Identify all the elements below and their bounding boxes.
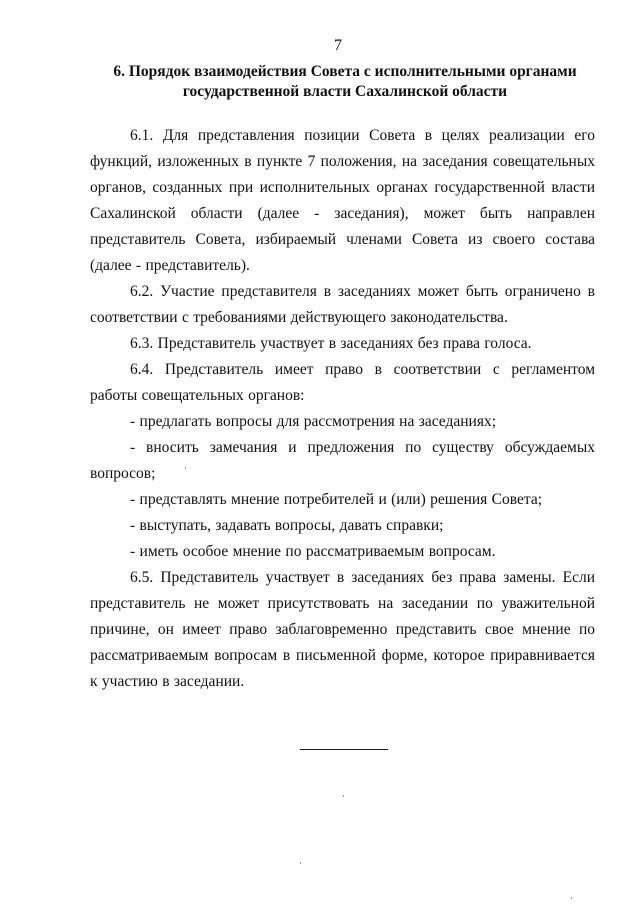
scan-speck — [185, 467, 186, 469]
page-number: 7 — [334, 37, 342, 54]
section-heading — [90, 62, 600, 102]
list-item-propose: - предлагать вопросы для рассмотрения на заседаниях; — [130, 413, 497, 430]
scan-speck — [300, 862, 301, 864]
paragraph-6-4: 6.4. Представитель имеет право в соответствии с регламентом работы совещательных органов: — [90, 361, 595, 404]
end-divider-line — [300, 749, 388, 750]
paragraph-6-2: 6.2. Участие представителя в заседаниях может быть ограничено в соответствии с требованиями действующего законодательства. — [90, 283, 595, 326]
paragraph-6-1: 6.1. Для представления позиции Совета в целях реализации его функций, изложенных в пункте 7 положения, на заседания совещательных органов, созданных при исполнительных органах государственной власти Сахалинской области (далее - заседания), может быть направлен представитель Совета, избираемый членами Совета из своего состава (далее - представитель). — [90, 127, 595, 274]
section-body — [90, 123, 595, 695]
section-heading-line-2: государственной власти Сахалинской области — [182, 83, 508, 100]
list-item-represent: - представлять мнение потребителей и (или) решения Совета; — [130, 491, 543, 508]
paragraph-6-3: 6.3. Представитель участвует в заседаниях без права голоса. — [130, 335, 532, 352]
scan-speck — [571, 897, 572, 899]
scan-speck — [343, 795, 344, 797]
section-heading-line-1: 6. Порядок взаимодействия Совета с исполнительными органами — [113, 63, 577, 80]
list-item-remarks: - вносить замечания и предложения по существу обсуждаемых вопросов; — [90, 439, 595, 482]
paragraph-6-5: 6.5. Представитель участвует в заседаниях без права замены. Если представитель не может присутствовать на заседании по уважительной причине, он имеет право заблаговременно представить свое мнение по рассматриваемым вопросам в письменной форме, которое приравнивается к участию в заседании. — [90, 569, 595, 690]
list-item-dissent: - иметь особое мнение по рассматриваемым вопросам. — [130, 543, 496, 560]
list-item-speak: - выступать, задавать вопросы, давать справки; — [130, 517, 444, 534]
